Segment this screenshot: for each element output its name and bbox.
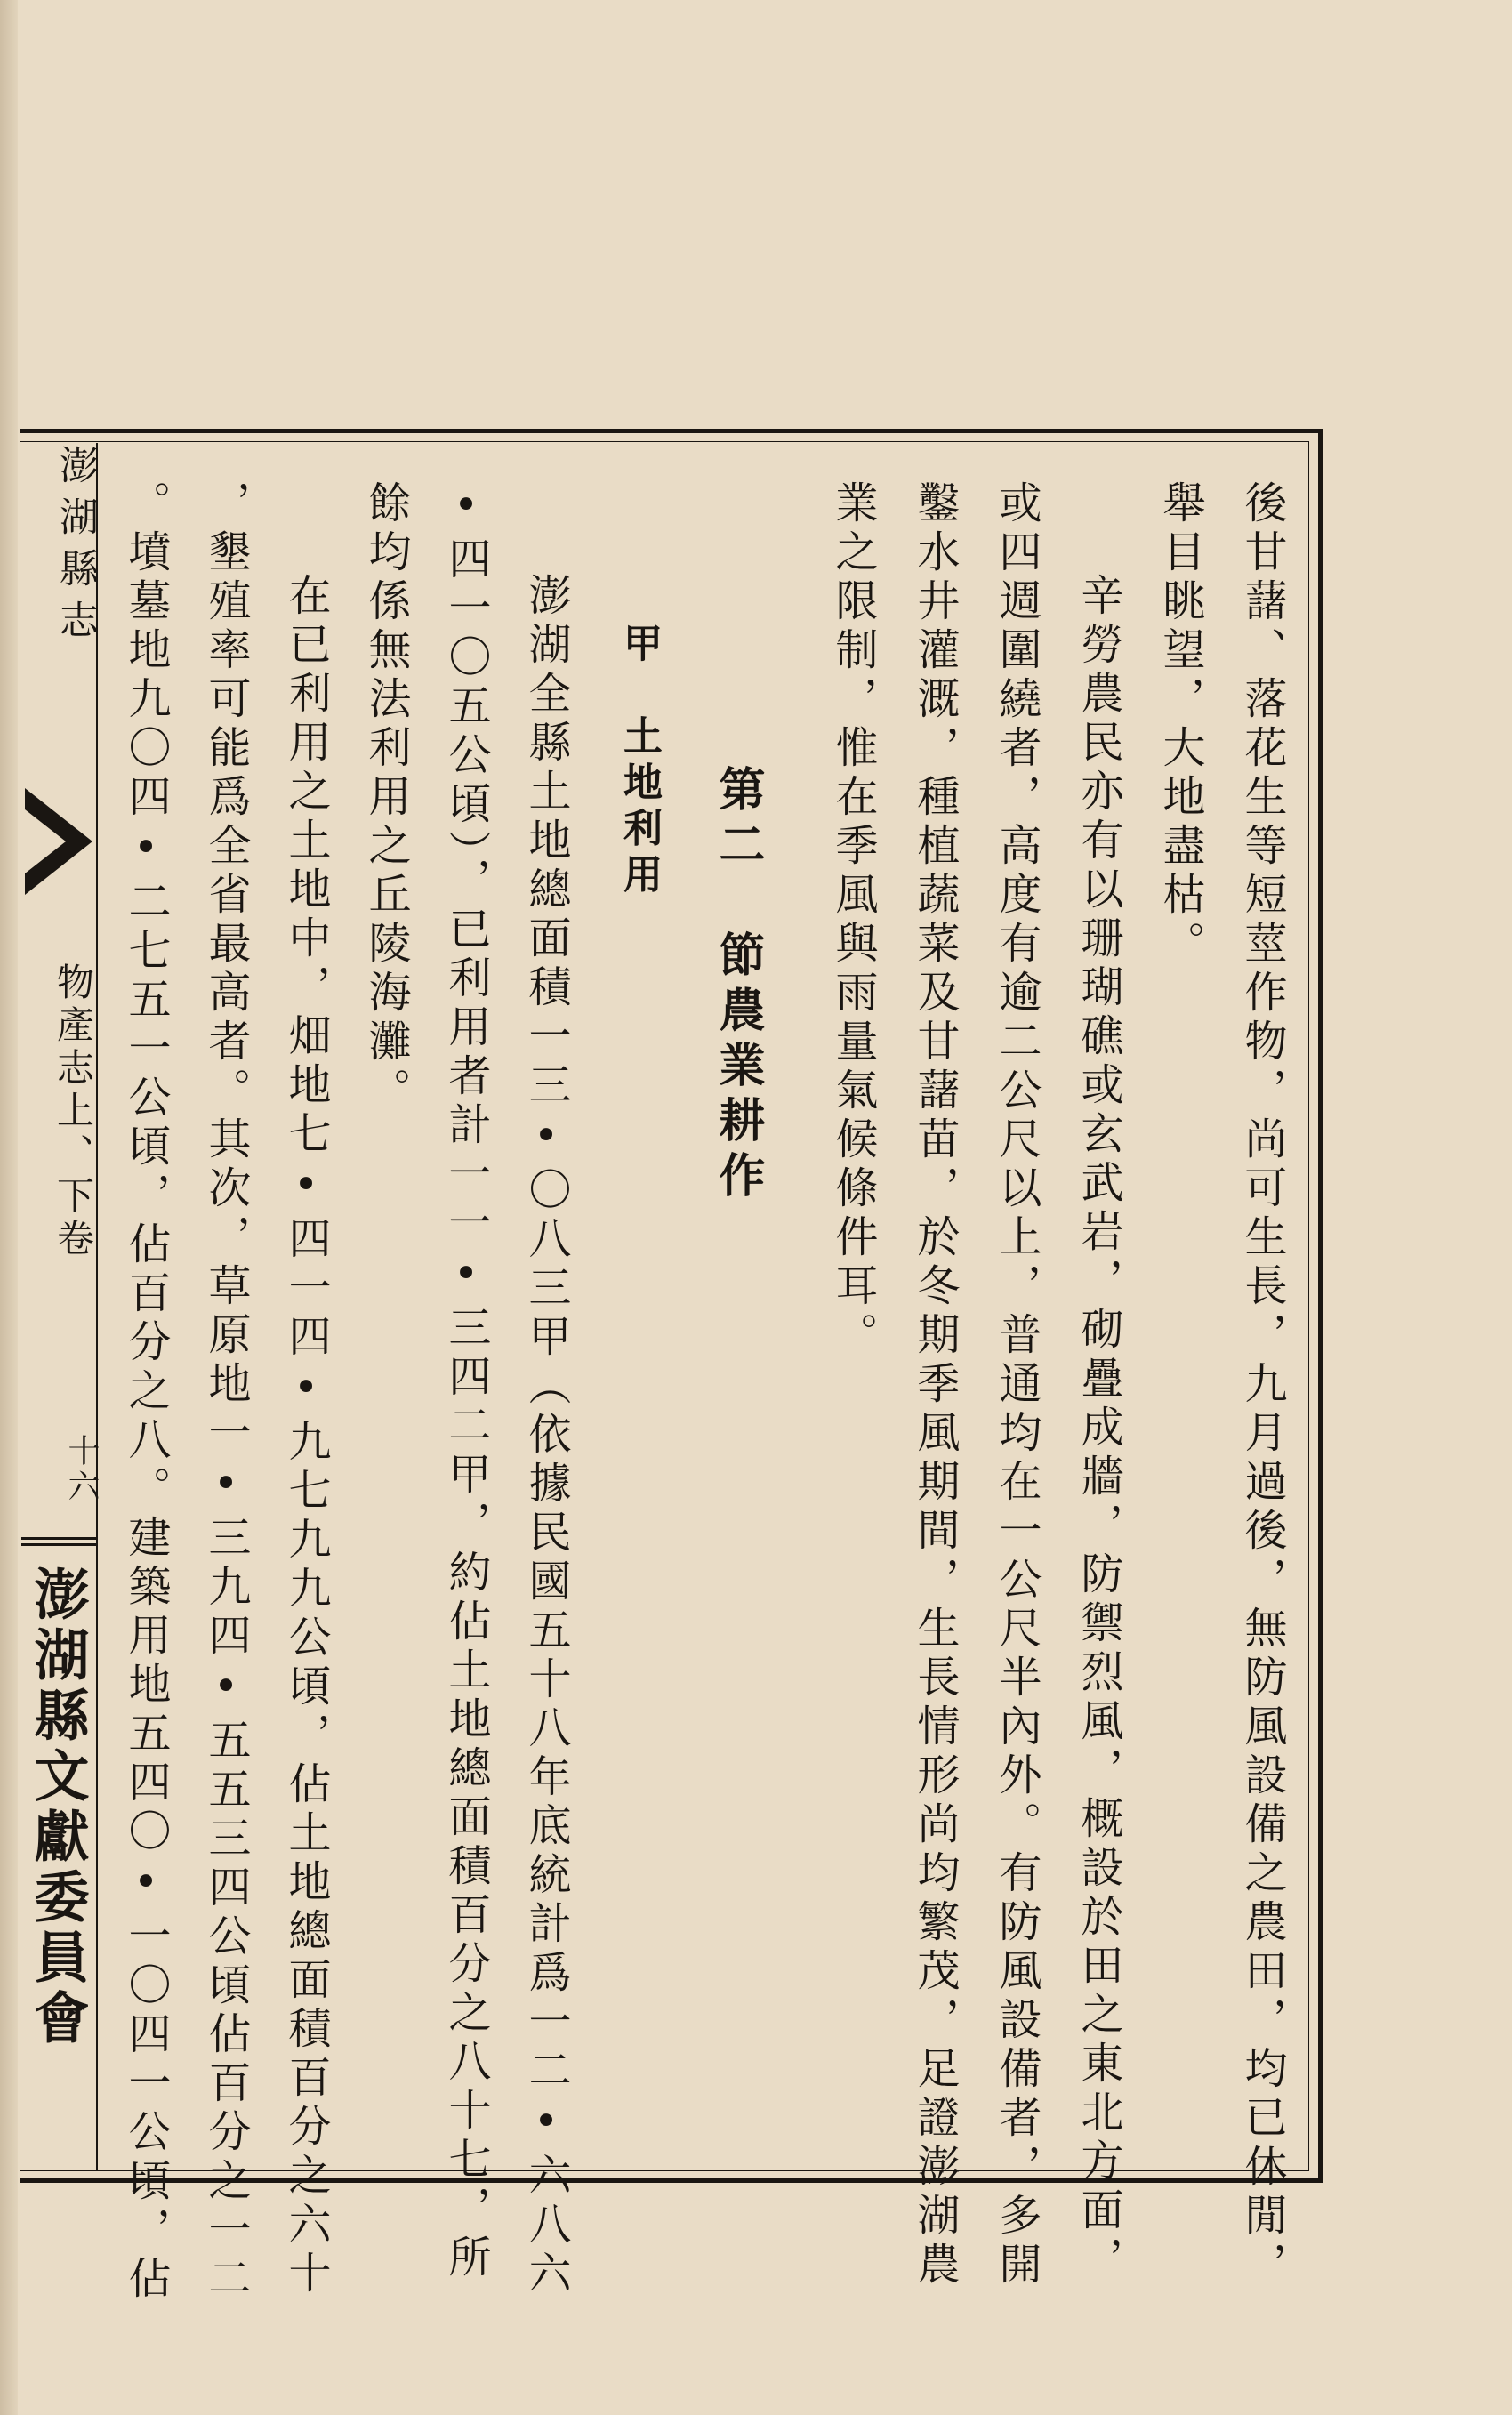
- margin-book-title: 澎湖縣志: [52, 445, 98, 651]
- subsection-heading: 甲 土地利用: [616, 623, 662, 900]
- margin-double-rule: [21, 1537, 96, 1546]
- text-column: 或四週圍繞者，高度有逾二公尺以上，普通均在一公尺半內外。有防風設備者，多開: [992, 480, 1042, 2290]
- fishtail-mark-icon: [23, 788, 94, 895]
- text-column: 辛勞農民亦有以珊瑚礁或玄武岩，砌疊成牆，防禦烈風，概設於田之東北方面，: [1074, 573, 1123, 2285]
- margin-publisher: 澎湖縣文獻委員會: [25, 1566, 90, 2049]
- margin-page-number: 十六: [63, 1434, 100, 1505]
- text-column: 舉目眺望，大地盡枯。: [1155, 480, 1205, 970]
- text-column: 。墳墓地九〇四•二七五一公頃，佔百分之八。建築用地五四〇•一〇四一公頃，佔: [121, 480, 171, 2305]
- text-column: 鑿水井灌溉，種植蔬菜及甘藷苗，於冬期季風期間，生長情形尚均繁茂，足證澎湖農: [910, 480, 960, 2290]
- text-column: 在已利用之土地中，畑地七•四一四•九七九九公頃，佔土地總面積百分之六十: [281, 573, 331, 2299]
- text-column: 後甘藷、落花生等短莖作物，尚可生長，九月過後，無防風設備之農田，均已休閒，: [1237, 480, 1287, 2290]
- text-column: ，墾殖率可能爲全省最高者。其次，草原地一•三九四•五五三四公頃佔百分之一二: [201, 480, 251, 2305]
- text-column: •四一〇五公頃），已利用者計一一•三四二甲，約佔土地總面積百分之八十七，所: [441, 480, 491, 2283]
- text-column: 業之限制，惟在季風與雨量氣候條件耳。: [828, 480, 878, 1361]
- text-column: 餘均係無法利用之丘陵海灘。: [361, 480, 411, 1116]
- book-spine-shadow: [0, 0, 18, 2415]
- text-column: 澎湖全縣土地總面積一三•〇八三甲（依據民國五十八年底統計爲一二•六八六: [521, 573, 571, 2299]
- margin-volume: 物產志上、下卷: [52, 962, 95, 1261]
- section-heading: 第二 節農業耕作: [711, 765, 765, 1206]
